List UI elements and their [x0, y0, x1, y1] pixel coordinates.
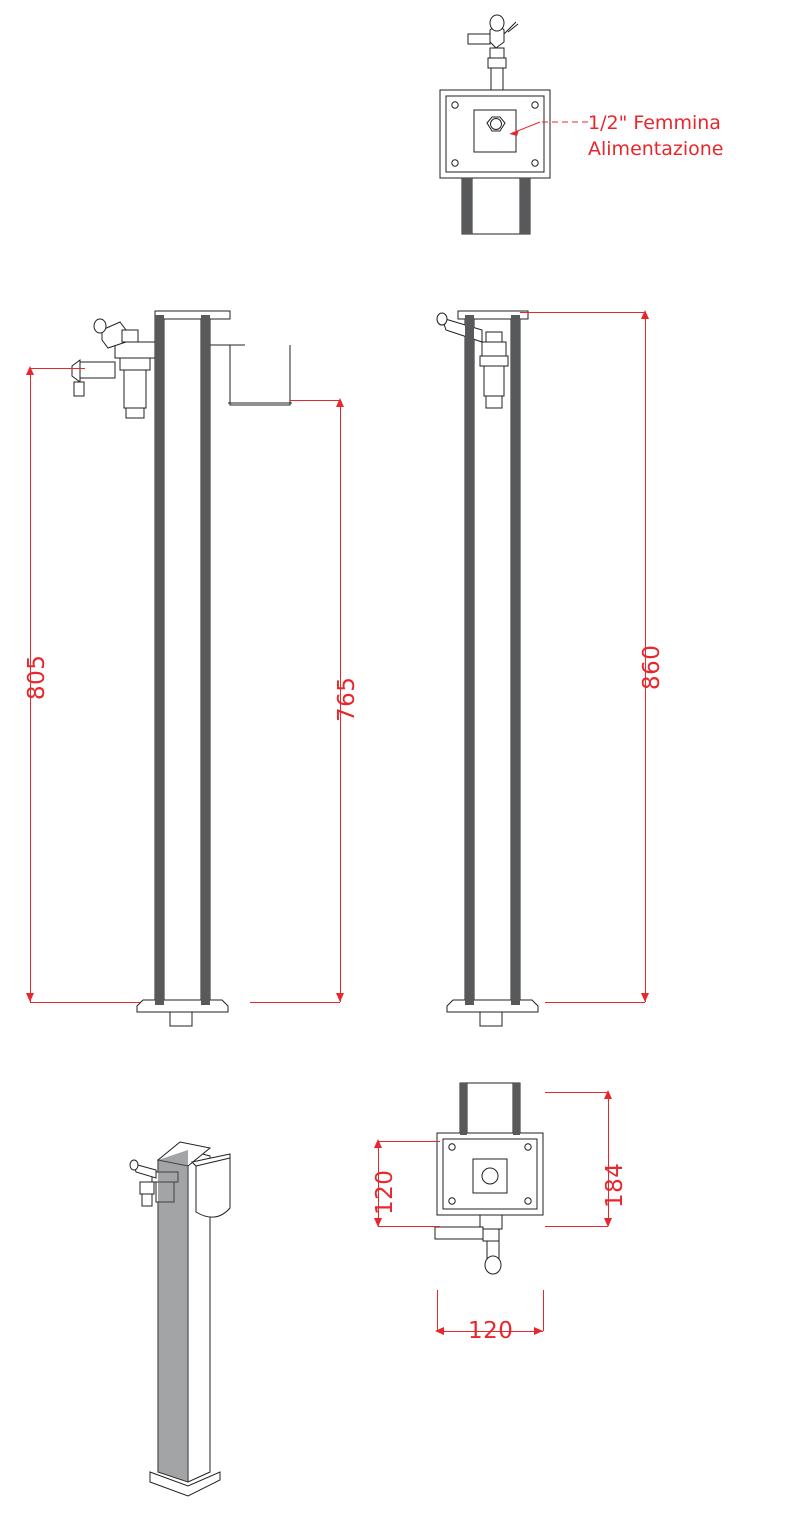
dim-860-text: 860 [639, 644, 665, 690]
front-view [60, 300, 330, 1040]
side-view-geometry [430, 300, 560, 1040]
iso-view-geometry [130, 1120, 260, 1520]
iso-view [130, 1120, 260, 1520]
dim-120-horizontal-text: 120 [468, 1318, 514, 1344]
dim-765-text: 765 [334, 676, 360, 722]
inlet-note-line2: Alimentazione [588, 138, 724, 160]
plan-view [425, 1075, 565, 1315]
dim-120-vertical-text: 120 [372, 1169, 398, 1215]
plan-view-geometry [425, 1075, 565, 1315]
front-view-geometry [60, 300, 330, 1040]
dim-805-text: 805 [24, 654, 50, 700]
inlet-note-line1: 1/2" Femmina [588, 112, 721, 134]
inlet-leader-line [500, 110, 590, 140]
side-view [430, 300, 560, 1040]
inlet-note-text [588, 110, 724, 162]
dim-184-vertical-text: 184 [602, 1162, 628, 1208]
